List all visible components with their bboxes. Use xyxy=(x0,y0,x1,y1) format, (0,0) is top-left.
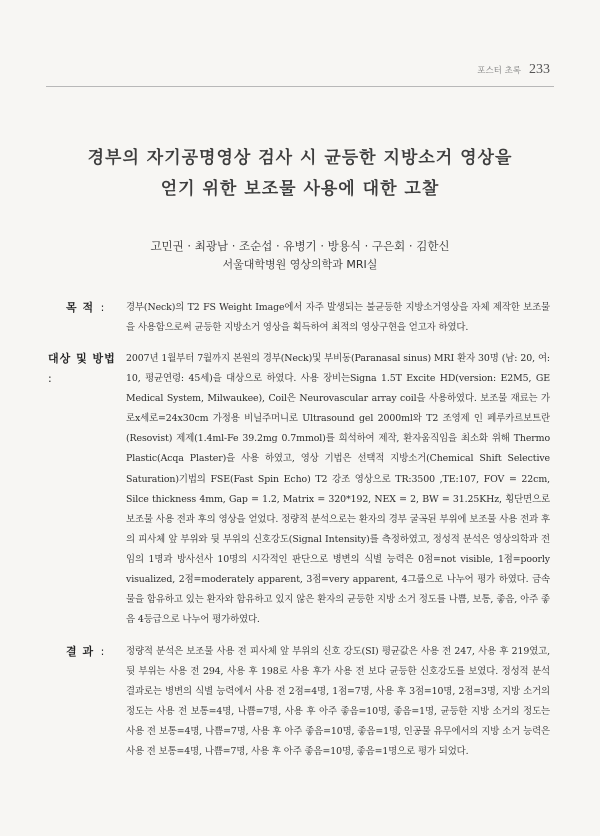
title-line-1: 경부의 자기공명영상 검사 시 균등한 지방소거 영상을 xyxy=(87,148,513,168)
section-label-results: 결 과 : xyxy=(66,645,106,658)
author-list: 고민권 · 최광남 · 조순섭 · 유병기 · 방용식 · 구은회 · 김한신 xyxy=(150,239,450,253)
header-rule xyxy=(46,86,554,87)
section-label-methods: 대상 및 방법 : xyxy=(48,352,116,385)
section-text-methods: 2007년 1월부터 7월까지 본원의 경부(Neck)및 부비동(Paranasal sinus) MRI 환자 30명 (남: 20, 여: 10, 평균연령: 45세)을 대상으로 하였다. 사용 장비는Signa 1.5T Excite HD(version: E2M5, GE Medical System, Milwaukee), Coil은 Neurovascular array coil을 사용하였다. 보조물 재료는 가로x세로=24x30cm 가정용 비닐주머니로 Ultrasound gel 2000ml와 T2 조영제 인 페루카르보트란(Resovist) 제제(1.4ml-Fe 39.2mg 0.7mmol)를 희석하여 제작, 환자움직임을 최소화 위해 Thermo Plastic(Acqa Plaster)을 사용 하였고, 영상 기법은 선택적 지방소거(Chemical Shift Selective Saturation)기법의 FSE(Fast Spin Echo) T2 강조 영상으로 TR:3500 ,TE:107, FOV = 22cm, Silce thickness 4mm, Gap = 1.2, Matrix = 320*192, NEX = 2, BW = 31.25KHz, 횡단면으로보조물 사용 전과 후의 영상을 얻었다. 정량적 분석으로는 환자의 경부 굴곡된 부위에 보조물 사용 전과 후의 피사체 앞 부위와 뒷 부위의 신호강도(Signal Intensity)를 측정하였고, 정성적 분석은 영상의학과 전임의 1명과 방사선사 10명의 시각적인 판단으로 병변의 식별 능력은 0점=not visible, 1점=poorly visualized, 2점=moderately apparent, 3점=very apparent, 4그룹으로 나누어 평가 하였다. 금속물을 함유하고 있는 환자와 함유하고 있지 않은 환자의 균등한 지방 소거 정도를 나쁨, 보통, 좋음, 아주 좋음 4등급으로 나누어 평가하였다. xyxy=(126,353,550,626)
section-purpose xyxy=(66,298,550,338)
page-number: 233 xyxy=(529,62,550,77)
section-results xyxy=(66,642,550,763)
affiliation: 서울대학병원 영상의학과 MRI실 xyxy=(222,258,378,271)
section-label: 포스터 초록 xyxy=(477,66,521,76)
section-text-purpose: 경부(Neck)의 T2 FS Weight Image에서 자주 발생되는 불균등한 지방소거영상을 자체 제작한 보조물을 사용함으로써 균등한 지방소거 영상을 획득하여 최적의 영상구현을 얻고자 하였다. xyxy=(126,302,550,334)
paper-title xyxy=(0,143,600,205)
section-label-purpose: 목 적 : xyxy=(66,301,106,314)
section-text-results: 정량적 분석은 보조물 사용 전 피사체 앞 부위의 신호 강도(SI) 평균값은 사용 전 247, 사용 후 219였고, 뒷 부위는 사용 전 294, 사용 후 198로 사용 후가 사용 전 보다 균등한 신호강도를 보였다. 정성적 분석 결과로는 병변의 식별 능력에서 사용 전 2점=4명, 1점=7명, 사용 후 3점=10명, 2점=3명, 지방 소거의 정도는 사용 전 보통=4명, 나쁨=7명, 사용 후 아주 좋음=10명, 좋음=1명, 균등한 지방 소거의 정도는 사용 전 보통=4명, 나쁨=7명, 사용 후 아주 좋음=10명, 좋음=1명, 인공물 유무에서의 지방 소거 능력은 사용 전 보통=4명, 나쁨=7명, 사용 후 아주 좋음=10명, 좋음=1명으로 평가 되었다. xyxy=(126,646,550,758)
section-methods xyxy=(48,349,550,630)
title-line-2: 얻기 위한 보조물 사용에 대한 고찰 xyxy=(160,179,440,199)
page-header xyxy=(477,62,550,78)
